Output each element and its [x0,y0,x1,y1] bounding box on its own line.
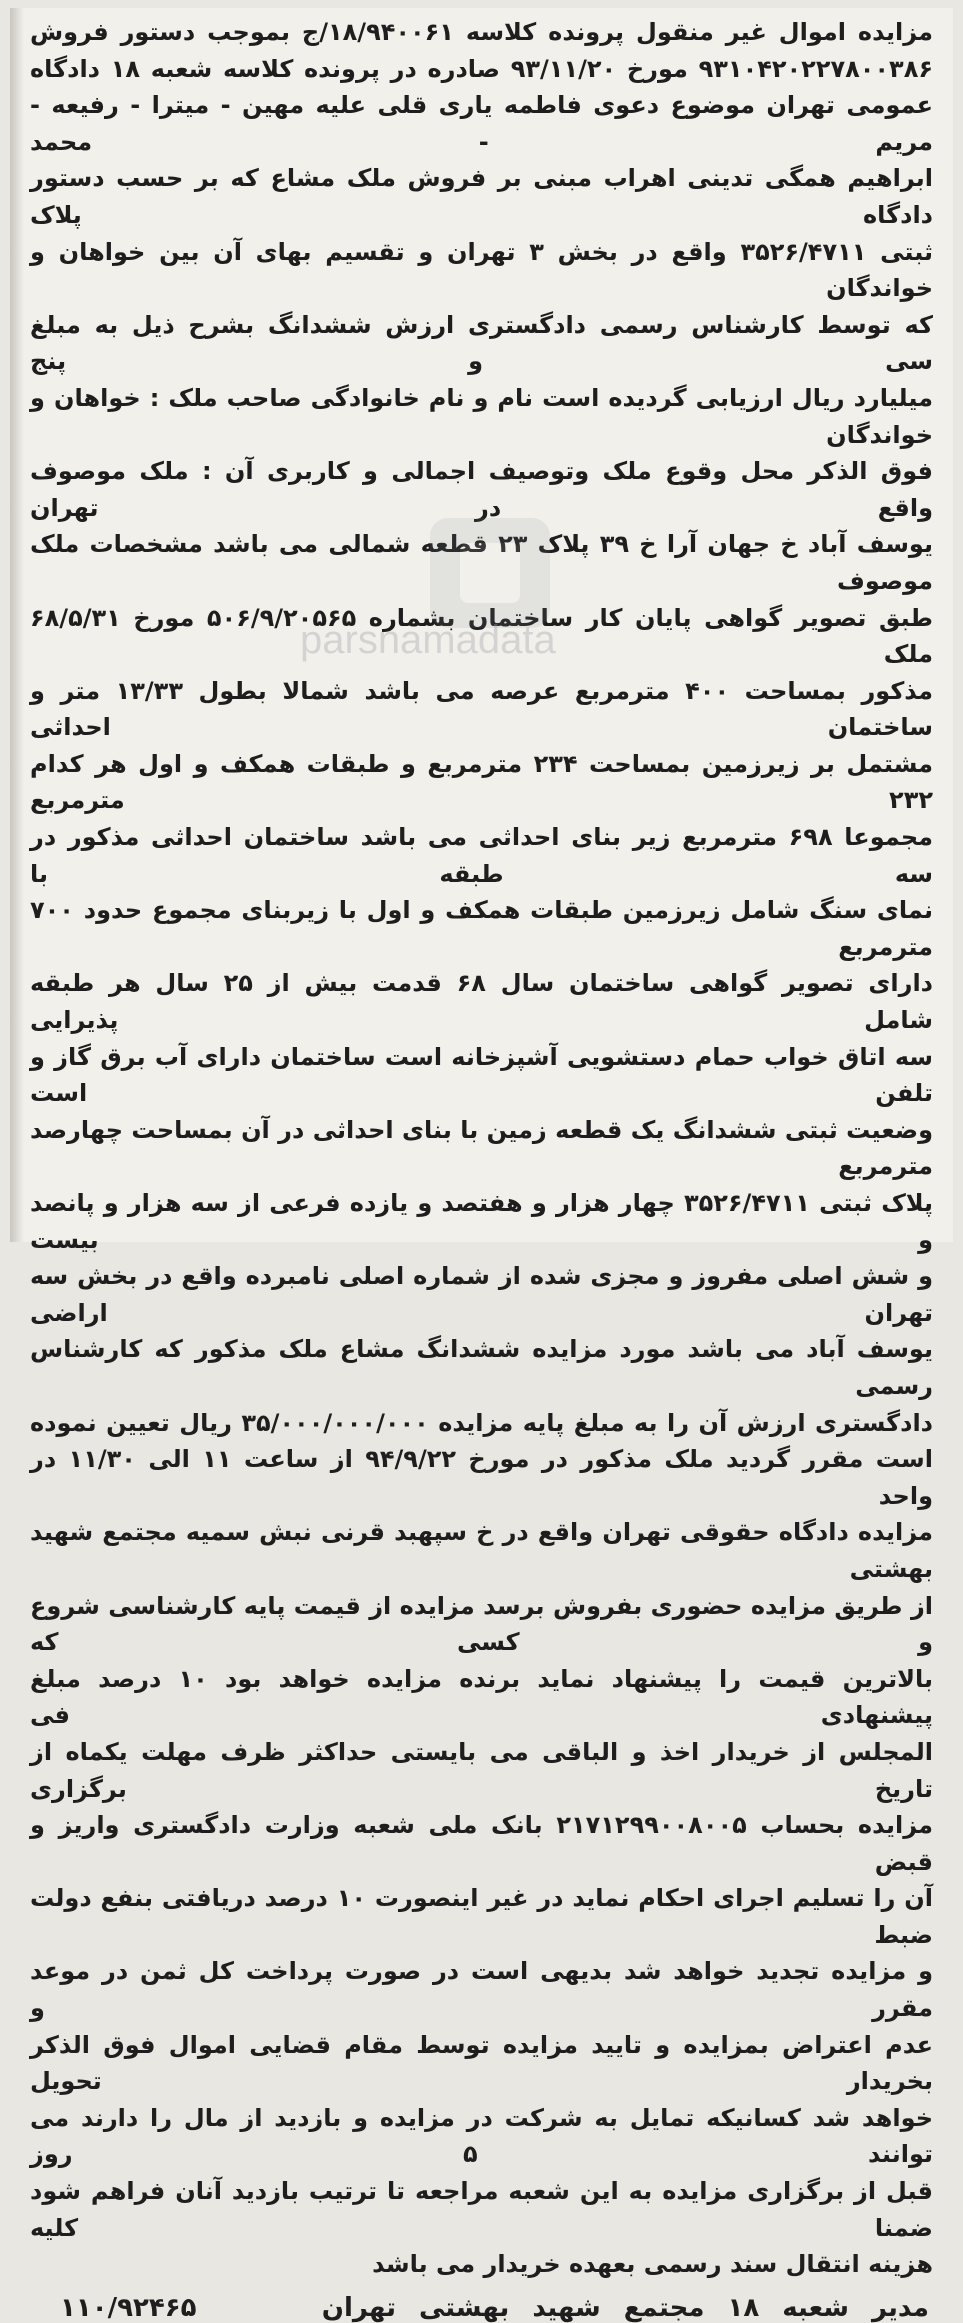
notice-line: وضعیت ثبتی ششدانگ یک قطعه زمین با بنای احداثی در آن بمساحت چهارصد مترمربع [30,1115,933,1181]
notice-line: دارای تصویر گواهی ساختمان سال ۶۸ قدمت بیش از ۲۵ سال هر طبقه شامل پذیرایی [30,969,933,1035]
notice-line: از طریق مزایده حضوری بفروش برسد مزایده از قیمت پایه کارشناسی شروع و کسی که [30,1591,933,1657]
signature-line: مدیر شعبه ۱۸ مجتمع شهید بهشتی تهران [321,2292,929,2323]
notice-line: سه اتاق خواب حمام دستشویی آشپزخانه است ساختمان دارای آب برق گاز و تلفن است [30,1042,933,1108]
notice-line: و شش اصلی مفروز و مجزی شده از شماره اصلی نامبرده واقع در بخش سه تهران اراضی [30,1262,933,1327]
notice-line: طبق تصویر گواهی پایان کار ساختمان بشماره ۵۰۶/۹/۲۰۵۶۵ مورخ ۶۸/۵/۳۱ ملک [30,603,934,669]
notice-line: دادگستری ارزش آن را به مبلغ پایه مزایده ۳۵/۰۰۰/۰۰۰/۰۰۰ ریال تعیین نموده [30,1408,933,1437]
auction-notice-body [30,14,933,2283]
notice-line: بالاترین قیمت را پیشنهاد نماید برنده مزایده خواهد بود ۱۰ درصد مبلغ پیشنهادی فی [30,1664,934,1730]
notice-line: یوسف آباد خ جهان آرا خ ۳۹ پلاک ۲۳ قطعه شمالی می باشد مشخصات ملک موصوف [30,530,933,595]
notice-line: مجموعا ۶۹۸ مترمربع زیر بنای احداثی می باشد ساختمان احداثی مذکور در سه طبقه با [30,823,933,888]
notice-line: میلیارد ریال ارزیابی گردیده است نام و نام خانوادگی صاحب ملک : خواهان و خواندگان [30,383,933,449]
notice-line: مذکور بمساحت ۴۰۰ مترمربع عرصه می باشد شمالا بطول ۱۳/۳۳ متر و ساختمان احداثی [30,676,933,742]
notice-line: مزایده دادگاه حقوقی تهران واقع در خ سپهبد قرنی نبش سمیه مجتمع شهید بهشتی [30,1518,933,1583]
notice-line: که توسط کارشناس رسمی دادگستری ارزش ششدانگ بشرح ذیل به مبلغ سی و پنج [30,310,933,376]
watermark-text: parsnamadata [300,618,556,662]
notice-line: المجلس از خریدار اخذ و الباقی می بایستی حداکثر ظرف مهلت یکماه از تاریخ برگزاری [30,1737,933,1803]
notice-clipping [10,8,953,2323]
notice-line: و مزایده تجدید خواهد شد بدیهی است در صورت پرداخت کل ثمن در موعد مقرر و [30,1957,933,2023]
reference-number: ۱۱۰/۹۲۴۶۵ [60,2292,197,2323]
notice-line: مزایده بحساب ۲۱۷۱۲۹۹۰۰۸۰۰۵ بانک ملی شعبه وزارت دادگستری واریز و قبض [30,1811,933,1876]
notice-line: نمای سنگ شامل زیرزمین طبقات همکف و اول با زیربنای مجموع حدود ۷۰۰ مترمربع [30,896,933,961]
notice-line: یوسف آباد می باشد مورد مزایده ششدانگ مشاع ملک مذکور که کارشناس رسمی [30,1335,933,1400]
notice-line: آن را تسلیم اجرای احکام نماید در غیر اینصورت ۱۰ درصد دریافتی بنفع دولت ضبط [30,1884,933,1949]
notice-line: مشتمل بر زیرزمین بمساحت ۲۳۴ مترمربع و طبقات همکف و اول هر کدام ۲۳۲ مترمربع [30,749,933,815]
notice-line: مزایده اموال غیر منقول پرونده کلاسه ۱۸/۹۴۰۰۶۱/ج بموجب دستور فروش [30,18,933,46]
notice-line: عدم اعتراض بمزایده و تایید مزایده توسط مقام قضایی اموال فوق الذکر بخریدار تحویل [30,2030,933,2096]
paper-edge-shadow [10,8,24,1242]
notice-line: ۹۳۱۰۴۲۰۲۲۷۸۰۰۳۸۶ مورخ ۹۳/۱۱/۲۰ صادره در پرونده کلاسه شعبه ۱۸ دادگاه [30,54,933,83]
notice-line: است مقرر گردید ملک مذکور در مورخ ۹۴/۹/۲۲ از ساعت ۱۱ الی ۱۱/۳۰ در واحد [30,1445,933,1510]
notice-line: هزینه انتقال سند رسمی بعهده خریدار می باشد [372,2250,933,2279]
notice-line: قبل از برگزاری مزایده به این شعبه مراجعه تا ترتیب بازدید آنان فراهم شود ضمنا کلیه [30,2177,933,2242]
notice-line: فوق الذکر محل وقوع ملک وتوصیف اجمالی و کاربری آن : ملک موصوف واقع در تهران [30,457,933,522]
notice-line: پلاک ثبتی ۳۵۲۶/۴۷۱۱ چهار هزار و هفتصد و یازده فرعی از سه هزار و پانصد و بیست [30,1189,933,1254]
notice-line: ابراهیم همگی تدینی اهراب مبنی بر فروش ملک مشاع که بر حسب دستور دادگاه پلاک [30,164,933,229]
notice-line: ثبتی ۳۵۲۶/۴۷۱۱ واقع در بخش ۳ تهران و تقسیم بهای آن بین خواهان و خواندگان [30,237,934,303]
notice-line: عمومی تهران موضوع دعوی فاطمه یاری قلی علیه مهین - میترا - رفیعه - مریم - محمد [30,91,933,156]
notice-line: خواهد شد کسانیکه تمایل به شرکت در مزایده و بازدید از مال را دارند می توانند ۵ روز [30,2103,933,2169]
signature-row [30,2293,933,2323]
